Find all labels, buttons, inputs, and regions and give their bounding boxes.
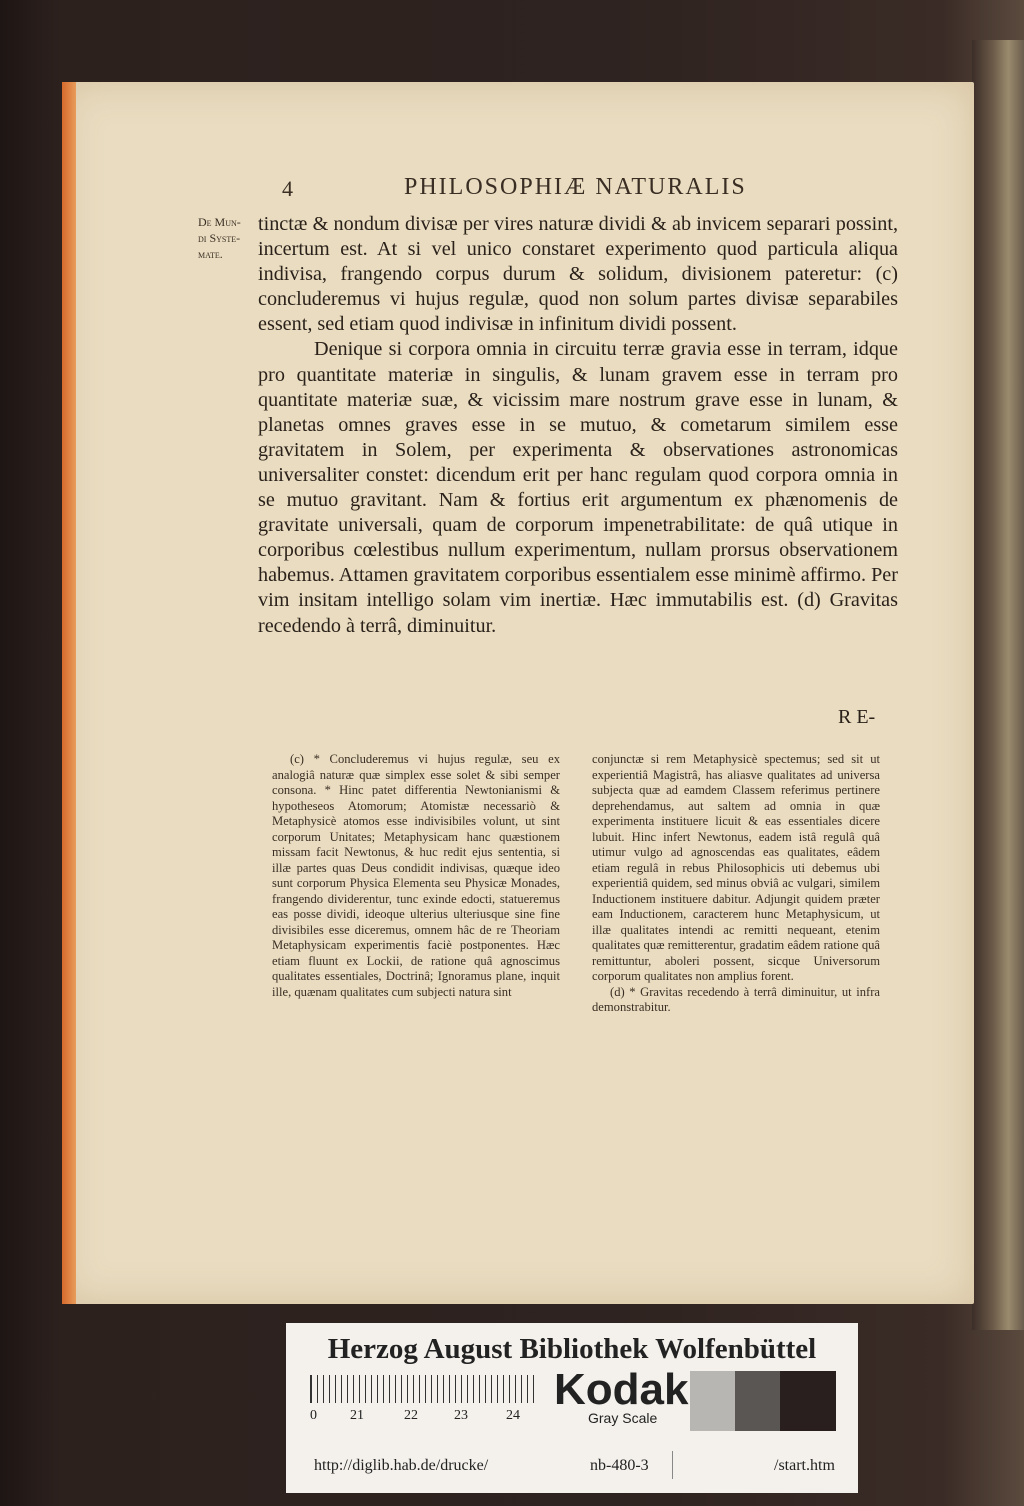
paragraph: tinctæ & nondum divisæ per vires naturæ dividi & ab invicem separari possint, incertum est. At si vel unico constaret experimento quod particula aliqua indivisa, frangendo corpus durum & solidum, divisionem pateretur: (c) concluderemus vi hujus regulæ, quod non solum partes divisæ separabiles essent, sed etiam quod indivisæ in infinitum dividi possent. (258, 213, 898, 336)
page-spine-edge (62, 82, 76, 1304)
ruler-number: 24 (506, 1408, 520, 1423)
library-color-card (286, 1323, 858, 1493)
gray-swatch-light (690, 1371, 735, 1431)
main-text (258, 212, 898, 639)
shelfmark: nb-480-3 (590, 1457, 649, 1474)
kodak-logo: Kodak (554, 1365, 689, 1414)
library-name: Herzog August Bibliothek Wolfenbüttel (327, 1333, 817, 1365)
footnote-c-continued: conjunctæ si rem Metaphysicè spectemus; sed sit ut experientiâ Magistrâ, has aliasve qualitates ad universa subjecta quæ ad eamdem Classem referimus pertinere deprehendamus, aut saltem ad omnia in quæ experimenta instituere licuit & eas essentiales dicere lubuit. Hinc infert Newtonus, eadem istâ regulâ quâ utimur vulgo ad agnoscendas eas qualitates, eâdem etiam regulâ in rebus Philosophicis uti debemus ubi experientiâ quidem, sed minus obviâ ac vulgari, similem Inductionem instituere dabitur. Adjungit quidem præter eam Inductionem, caracterem hunc Metaphysicum, ut illæ qualitates intendi ac remitti nequeant, etenim qualitates quæ remitterentur, gradatim eâdem ratione quâ remittuntur, aboleri possent, sicque Universorum corporum qualitates non amplius forent. (592, 752, 880, 983)
ruler-number: 22 (404, 1408, 418, 1423)
page-number: 4 (282, 176, 293, 201)
footnote-d: (d) * Gravitas recedendo à terrâ diminuitur, ut infra demonstrabitur. (592, 984, 880, 1014)
gray-scale-label: Gray Scale (588, 1410, 658, 1426)
divider (672, 1451, 673, 1479)
footnote-column-left (272, 752, 560, 1000)
margin-note-line: mate. (198, 247, 223, 261)
paragraph: Denique si corpora omnia in circuitu terræ gravia esse in terram, idque pro quantitate materiæ in singulis, & lunam gravem esse in terram pro quantitate materiæ suæ, & vicissim mare nostrum grave esse in lunam, & planetas omnes graves esse in se mutuo, & cometarum similem esse gravitatem in Solem, per experimenta & observationes astronomicas universaliter constet: dicendum erit per hanc regulam quod corpora omnia in se mutuo gravitant. Nam & fortius erit argumentum ex phænomenis de gravitate universali, quam de corporum impenetrabilitate: de quâ utique in corporibus cœlestibus nullum experimentum, nullam prorsus observationem habemus. Attamen gravitatem corporibus essentialem esse minimè affirmo. Per vim insitam intelligo solam vim inertiæ. Hæc immutabilis est. (d) Gravitas recedendo à terrâ, diminuitur. (258, 338, 898, 637)
ruler-number: 21 (350, 1408, 364, 1423)
start-path: /start.htm (774, 1457, 835, 1474)
margin-note-line: di Syste- (198, 231, 241, 245)
ruler-number: 0 (310, 1408, 317, 1423)
footnote-column-right (592, 752, 880, 1016)
next-page-edge (972, 40, 1024, 1330)
footnote-c: (c) * Concluderemus vi hujus regulæ, seu ex analogiâ naturæ quæ simplex esse solet & sibi semper consona. * Hinc patet differentia Newtonianismi & hypotheseos Atomorum; Atomistæ necessariò & Metaphysicè atomos esse indivisibiles volunt, ut sint corporum Unitates; Metaphysicam hanc quæstionem missam facit Newtonus, & huc redit ejus sententia, si illæ partes quas Deus condidit indivisas, quæque ideo sunt corporum Physica Elementa seu Physicæ Monades, frangendo dividerentur, tunc exinde edocti, statueremus eas posse dividi, ideoque ulterius ulteriusque sine fine divisibiles esse diceremus, omnem hâc de re Theoriam Metaphysicam experimentis faciè postponentes. Hæc etiam fluunt ex Lockii, de ratione quâ agnoscimus qualitates essentiales, Doctrinâ; Ignoramus plane, inquit ille, quænam qualitates cum subjecti natura sint (272, 752, 560, 999)
gray-swatch-dark (780, 1371, 836, 1431)
ruler-number: 23 (454, 1408, 468, 1423)
source-url: http://diglib.hab.de/drucke/ (314, 1457, 489, 1474)
ruler-scale (310, 1375, 537, 1403)
gray-swatch-mid (735, 1371, 780, 1431)
catchword: R E- (838, 706, 876, 728)
margin-note-line: De Mun- (198, 215, 241, 229)
running-title: PHILOSOPHIÆ NATURALIS (404, 174, 747, 200)
